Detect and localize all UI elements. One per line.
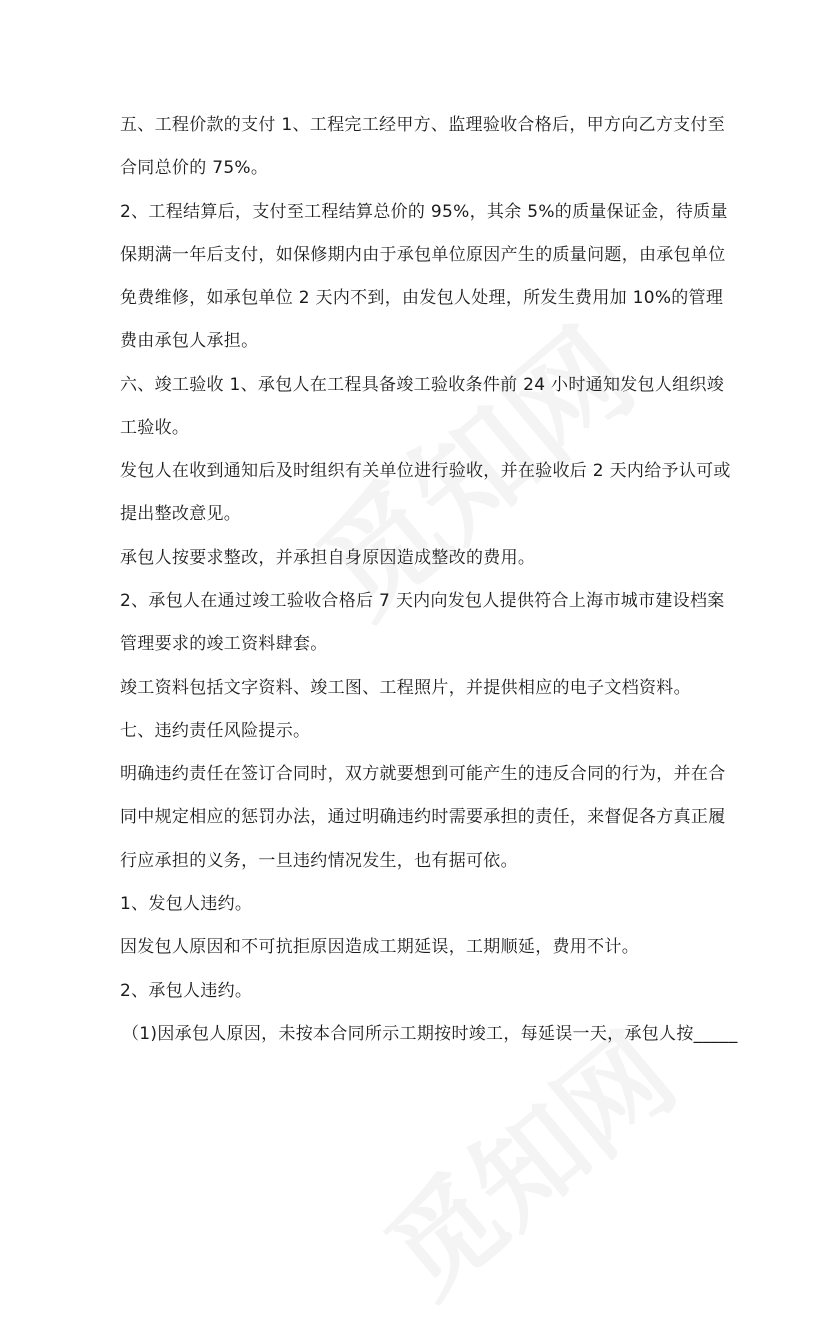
text-line: 七、违约责任风险提示。	[120, 721, 311, 741]
text-line: 同中规定相应的惩罚办法，通过明确违约时需要承担的责任，来督促各方真正履	[120, 807, 726, 827]
text-line: 合同总价的 75%。	[120, 158, 269, 178]
text-line: 因发包人原因和不可抗拒原因造成工期延误，工期顺延，费用不计。	[120, 937, 639, 957]
text-line: 工验收。	[120, 418, 190, 438]
text-line: 管理要求的竣工资料肆套。	[120, 634, 328, 654]
text-line: 2、工程结算后，支付至工程结算总价的 95%，其余 5%的质量保证金，待质量	[120, 202, 728, 222]
text-line: 发包人在收到通知后及时组织有关单位进行验收，并在验收后 2 天内给予认可或	[120, 461, 731, 481]
text-line: 提出整改意见。	[120, 504, 242, 524]
text-line: 明确违约责任在签订合同时，双方就要想到可能产生的违反合同的行为，并在合	[120, 764, 726, 784]
text-line: 2、承包人在通过竣工验收合格后 7 天内向发包人提供符合上海市城市建设档案	[120, 591, 725, 611]
text-line: 费由承包人承担。	[120, 331, 259, 351]
text-line: 2、承包人违约。	[120, 981, 253, 1001]
text-line: 承包人按要求整改，并承担自身原因造成整改的费用。	[120, 548, 536, 568]
text-line: 免费维修，如承包单位 2 天内不到，由发包人处理，所发生费用加 10%的管理	[120, 288, 724, 308]
text-line: 五、工程价款的支付 1、工程完工经甲方、监理验收合格后，甲方向乙方支付至	[120, 115, 726, 135]
text-line: （1)因承包人原因，未按本合同所示工期按时竣工，每延误一天，承包人按_____	[122, 1024, 738, 1044]
text-line: 行应承担的义务，一旦违约情况发生，也有据可依。	[120, 851, 518, 871]
text-line: 竣工资料包括文字资料、竣工图、工程照片，并提供相应的电子文档资料。	[120, 678, 691, 698]
text-line: 六、竣工验收 1、承包人在工程具备竣工验收条件前 24 小时通知发包人组织竣	[120, 375, 725, 395]
text-line: 1、发包人违约。	[120, 894, 253, 914]
text-line: 保期满一年后支付，如保修期内由于承包单位原因产生的质量问题，由承包单位	[120, 245, 726, 265]
